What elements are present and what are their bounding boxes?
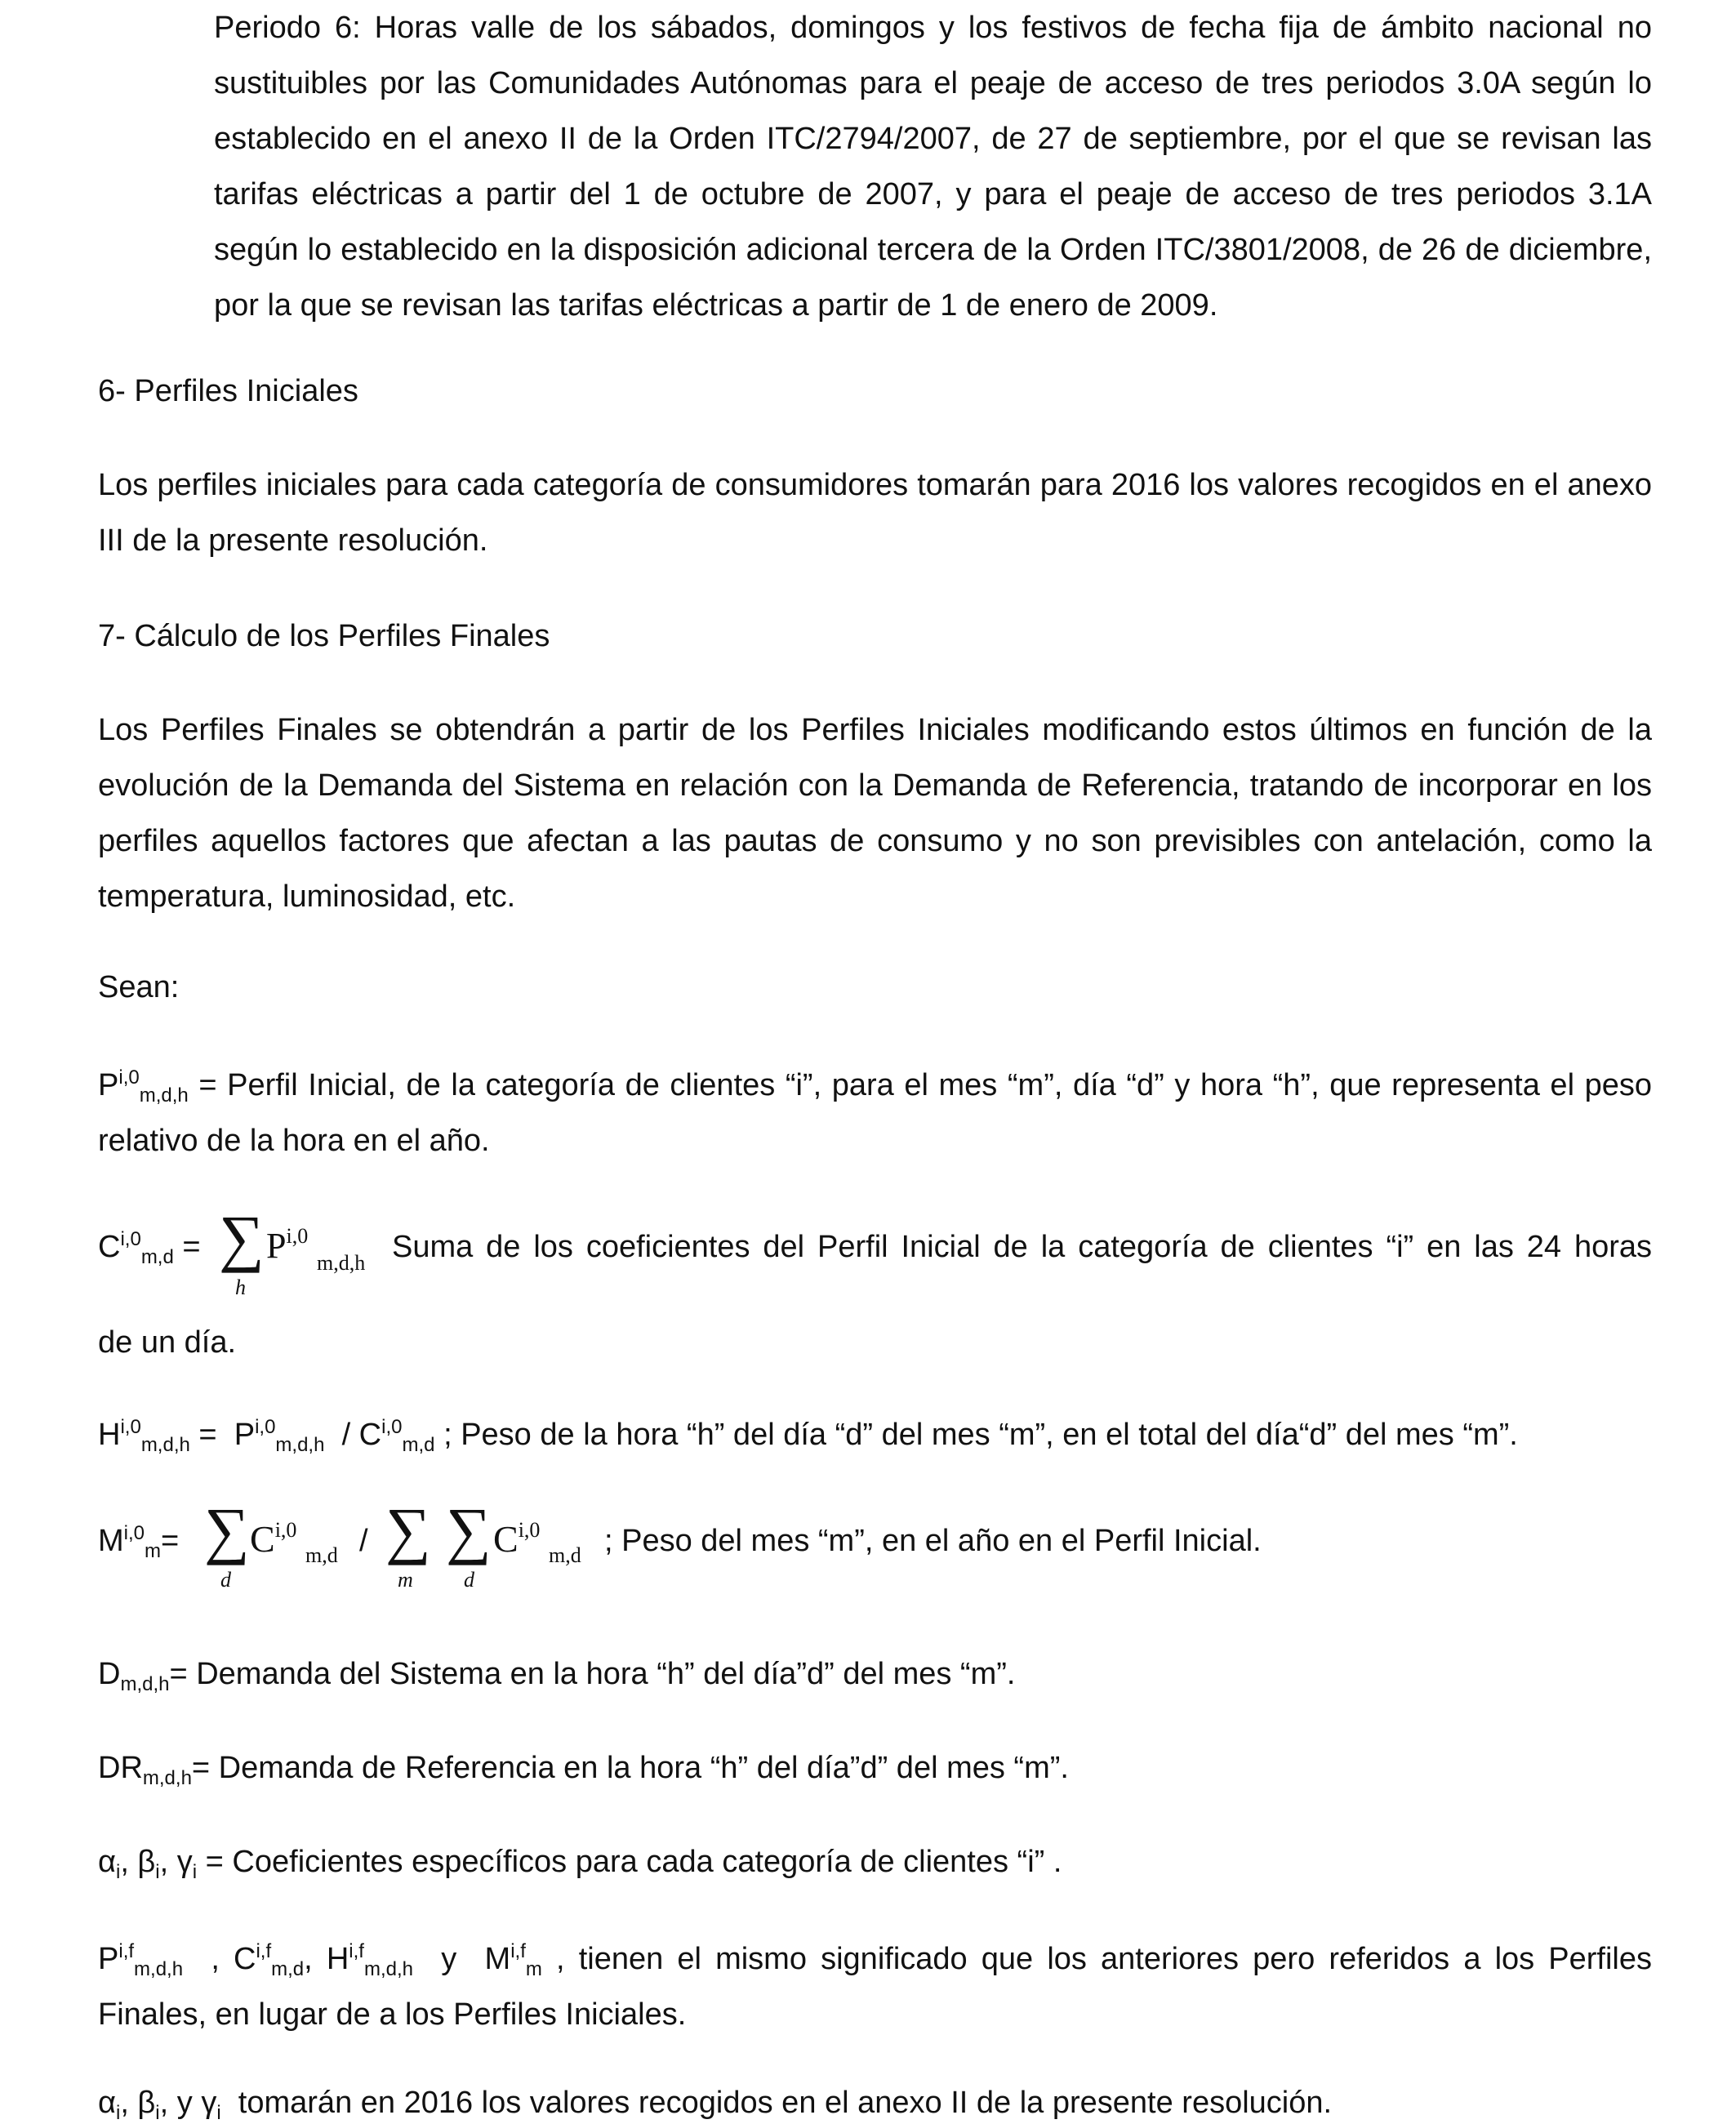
paragraph-perfiles-finales: Los Perfiles Finales se obtendrán a partir de los Perfiles Iniciales modificando estos últimos en función de la evolución de la Demanda del Sistema en relación con la Demanda de Referencia, tratando de incorporar en los perfiles aquellos factores que afectan a las pautas de consumo y no son previsibles con antelación, como la temperatura, luminosidad, etc. — [98, 713, 1652, 914]
definition-coefficients: $\alpha_i$, $\beta_i$, $\gamma_i$ = Coeficientes específicos para cada categoría de clientes “i” . — [98, 1845, 1062, 1883]
definition-p-text: = Perfil Inicial, de la categoría de clientes “i”, para el mes “m”, día “d” y hora “h”, que representa el peso relativo de la hora en el año. — [98, 1068, 1652, 1158]
definition-final-profiles: P$^{i,f}_{m,d,h}$ , C$^{i,f}_{m,d}$, H$^{i,f}_{m,d,h}$ y M$^{i,f}_m$ , tienen el mismo significado que los anteriores pero referidos a los Perfiles Finales, en lugar de a los Perfiles Iniciales. — [98, 1940, 1652, 2032]
summation-symbol: ∑ — [204, 1494, 250, 1565]
section-heading-7: 7- Cálculo de los Perfiles Finales — [98, 619, 550, 653]
definition-p-inicial: P$^{i,0}_{m,d,h}$ = Perfil Inicial, de la categoría de clientes “i”, para el mes “m”, día “d” y hora “h”, que representa el peso relativo de la hora en el año. — [98, 1066, 1652, 1158]
coefficients-values-note: $\alpha_i$, $\beta_i$, y $\gamma_i$ tomarán en 2016 los valores recogidos en el anexo II de la presente resolución. — [98, 2086, 1333, 2124]
paragraph-periodo-6: Periodo 6: Horas valle de los sábados, domingos y los festivos de fecha fija de ámbito nacional no sustituibles por las Comunidades Autónomas para el peaje de acceso de tres periodos 3.0A según lo establecido en el anexo II de la Orden ITC/2794/2007, de 27 de septiembre, por el que se revisan las tarifas eléctricas a partir del 1 de octubre de 2007, y para el peaje de acceso de tres periodos 3.1A según lo establecido en la disposición adicional tercera de la Orden ITC/3801/2008, de 26 de diciembre, por la que se revisan las tarifas eléctricas a partir de 1 de enero de 2009. — [214, 11, 1652, 323]
definition-c-continuation: de un día. — [98, 1325, 237, 1360]
definition-final-text: , tienen el mismo significado que los anteriores pero referidos a los Perfiles Finales, en lugar de a los Perfiles Iniciales. — [98, 1942, 1652, 2032]
summation-symbol: ∑ — [385, 1494, 431, 1565]
paragraph-perfiles-iniciales: Los perfiles iniciales para cada categoría de consumidores tomarán para 2016 los valores recogidos en el anexo III de la presente resolución. — [98, 468, 1652, 558]
coefficients-values-text: tomarán en 2016 los valores recogidos en el anexo II de la presente resolución. — [238, 2086, 1333, 2120]
definition-d: $D_{m,d,h}=$ Demanda del Sistema en la hora “h” del día”d” del mes “m”. — [98, 1657, 1016, 1695]
definition-dr: $DR_{m,d,h}=$ Demanda de Referencia en la hora “h” del día”d” del mes “m”. — [98, 1751, 1069, 1789]
definition-h-text: ; Peso de la hora “h” del día “d” del mes “m”, en el total del día“d” del mes “m”. — [443, 1418, 1518, 1452]
definition-m-text: ; Peso del mes “m”, en el año en el Perfil Inicial. — [604, 1524, 1262, 1558]
sean-label: Sean: — [98, 970, 180, 1004]
summation-symbol: ∑ — [219, 1202, 265, 1273]
definition-dr-text: = Demanda de Referencia en la hora “h” del día”d” del mes “m”. — [191, 1751, 1069, 1785]
definition-d-text: = Demanda del Sistema en la hora “h” del día”d” del mes “m”. — [169, 1657, 1016, 1691]
section-heading-6: 6- Perfiles Iniciales — [98, 374, 358, 408]
definition-coefficients-text: = Coeficientes específicos para cada categoría de clientes “i” . — [205, 1845, 1062, 1879]
definition-h: H$^{i,0}_{m,d,h}$ = P$^{i,0}_{m,d,h}$ / C$^{i,0}_{m,d}$ ; Peso de la hora “h” del día “d” del mes “m”, en el total del día“d” del mes “m”. — [98, 1416, 1518, 1456]
definition-c-text: Suma de los coeficientes del Perfil Inicial de la categoría de clientes “i” en las 24 horas — [392, 1230, 1652, 1264]
summation-symbol: ∑ — [446, 1494, 492, 1565]
